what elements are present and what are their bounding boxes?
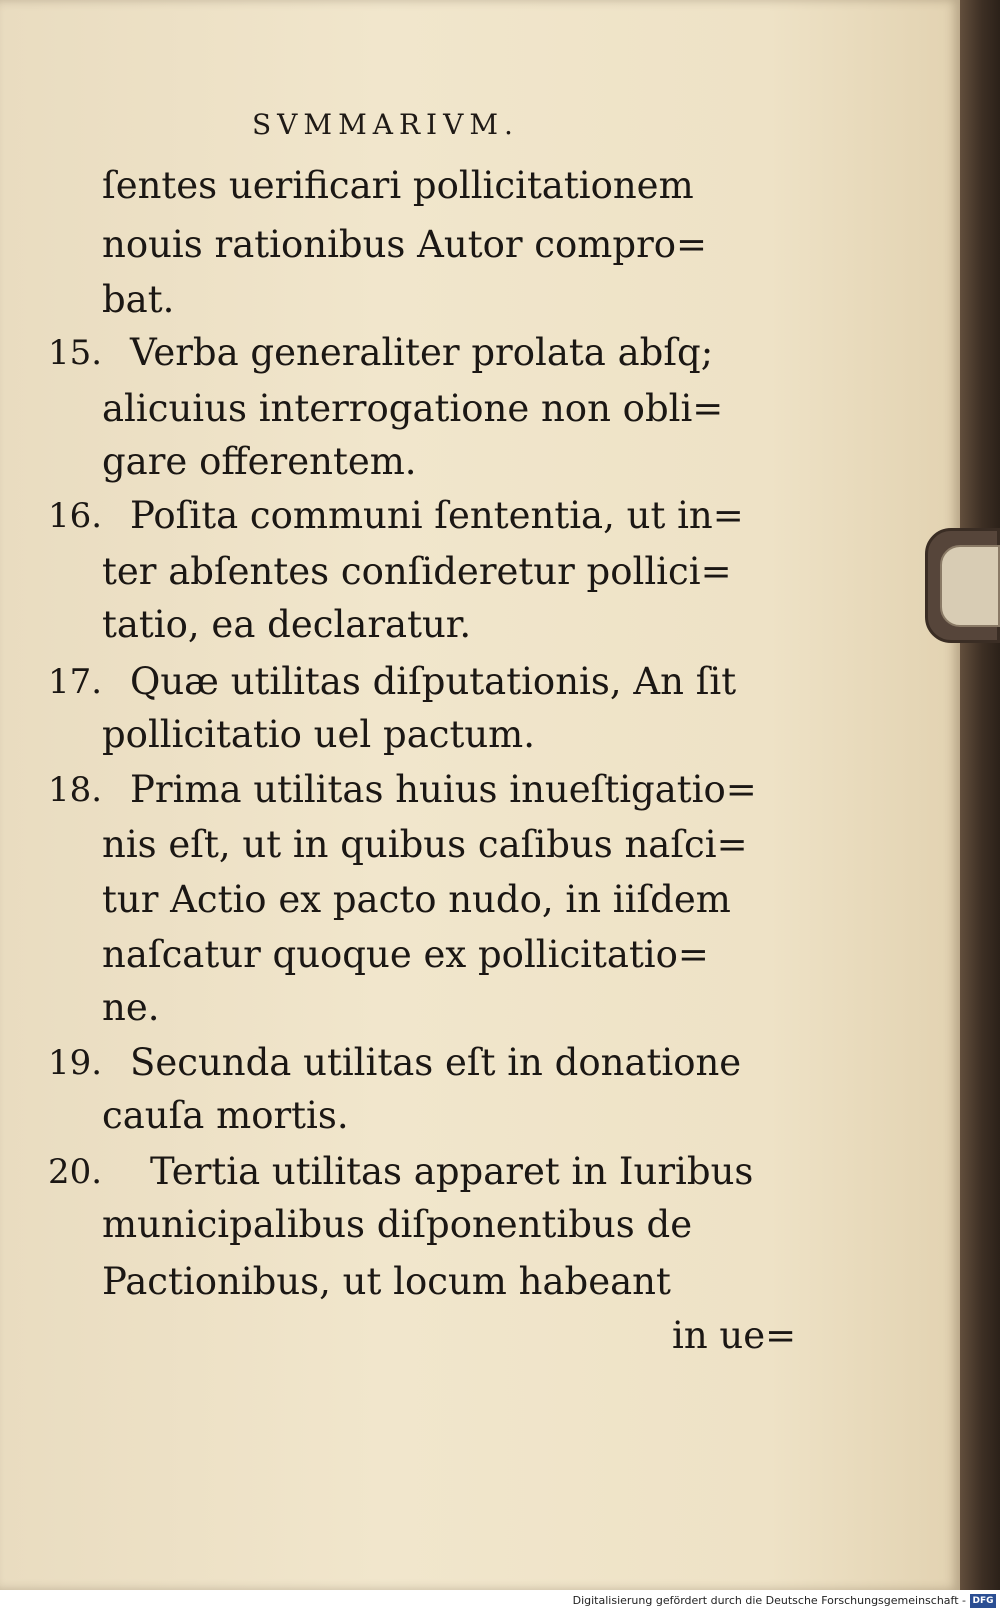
text-line: naſcatur quoque ex pollicitatio= — [102, 933, 709, 976]
item-number: 20. — [48, 1152, 103, 1192]
text-line: Quæ utilitas diſputationis, An ſit — [130, 660, 737, 703]
text-line: Tertia utilitas apparet in Iuribus — [150, 1150, 754, 1193]
catchword: in ue= — [672, 1314, 797, 1357]
text-line: municipalibus diſponentibus de — [102, 1203, 693, 1246]
text-line: alicuius interrogatione non obli= — [102, 387, 724, 430]
item-number: 19. — [48, 1043, 103, 1083]
text-line: ſentes uerificari pollicitationem — [102, 164, 694, 207]
text-line: nis eſt, ut in quibus caſibus naſci= — [102, 823, 748, 866]
text-line: tatio, ea declaratur. — [102, 603, 472, 646]
item-number: 18. — [48, 770, 103, 810]
digitization-footer — [0, 1590, 1000, 1613]
text-line: ter abſentes conſideretur pollici= — [102, 550, 732, 593]
text-line: pollicitatio uel pactum. — [102, 713, 536, 756]
item-number: 17. — [48, 662, 103, 702]
item-number: 15. — [48, 333, 103, 373]
footer-credit: Digitalisierung gefördert durch die Deutsche Forschungsgemeinschaft - — [572, 1594, 966, 1607]
text-line: nouis rationibus Autor compro= — [102, 223, 708, 266]
text-line: Poſita communi ſententia, ut in= — [130, 494, 744, 537]
text-line: ne. — [102, 986, 160, 1029]
running-head: SVMMARIVM. — [252, 108, 519, 141]
text-line: bat. — [102, 278, 175, 321]
book-clasp — [925, 528, 1000, 643]
book-clasp-inner — [940, 545, 1000, 627]
dfg-logo: DFG — [970, 1594, 996, 1608]
text-line: Verba generaliter prolata abſq; — [130, 331, 714, 374]
text-line: gare offerentem. — [102, 440, 417, 483]
book-edge — [955, 0, 1000, 1590]
text-line: Prima utilitas huius inueſtigatio= — [130, 768, 757, 811]
text-line: Pactionibus, ut locum habeant — [102, 1260, 671, 1303]
text-line: cauſa mortis. — [102, 1094, 349, 1137]
text-line: Secunda utilitas eſt in donatione — [130, 1041, 742, 1084]
text-line: tur Actio ex pacto nudo, in iiſdem — [102, 878, 731, 921]
item-number: 16. — [48, 496, 103, 536]
